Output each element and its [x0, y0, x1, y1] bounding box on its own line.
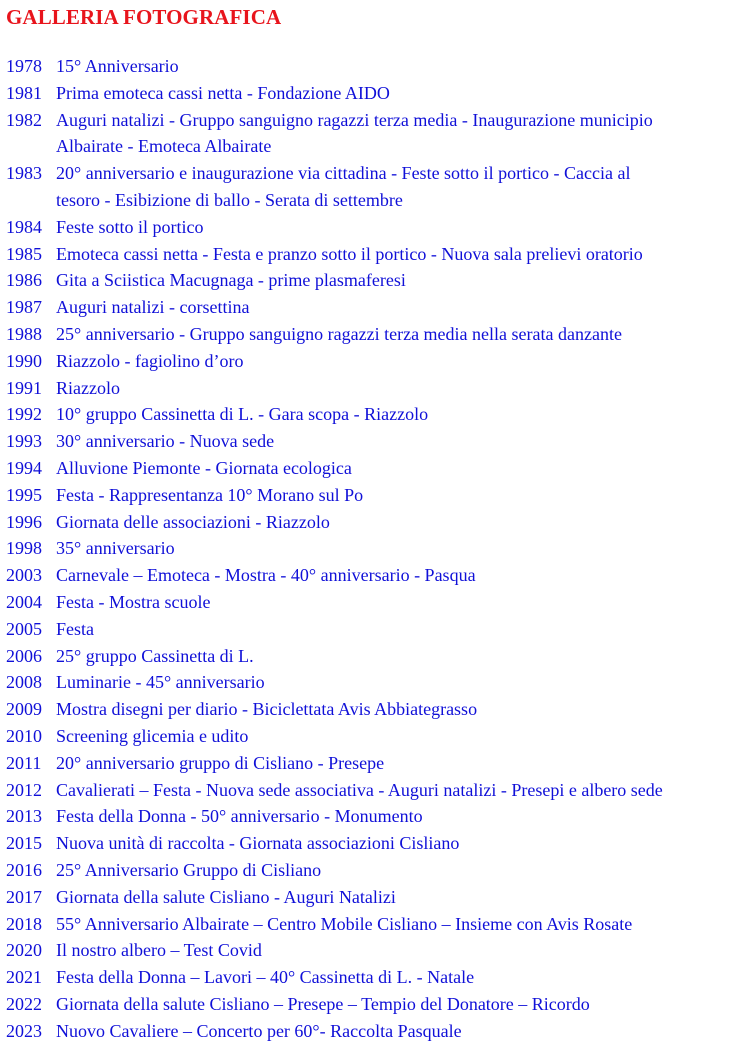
entry-year: 2009: [6, 699, 42, 720]
entry-description: 20° anniversario e inaugurazione via cittadina - Feste sotto il portico - Caccia al: [56, 163, 631, 184]
gallery-link-2016[interactable]: [6, 857, 750, 884]
entry-description: 30° anniversario - Nuova sede: [56, 431, 275, 452]
gallery-list: [6, 53, 750, 1044]
gallery-link-2006[interactable]: [6, 643, 750, 670]
entry-description: Screening glicemia e udito: [56, 725, 249, 746]
entry-description: Mostra disegni per diario - Biciclettata Avis Abbiategrasso: [56, 699, 478, 720]
entry-year: 2012: [6, 779, 42, 800]
gallery-link-1986[interactable]: [6, 267, 750, 294]
entry-description: 25° Anniversario Gruppo di Cisliano: [56, 859, 322, 880]
gallery-link-2011[interactable]: [6, 750, 750, 777]
entry-year: 1983: [6, 163, 42, 184]
entry-year: 2013: [6, 806, 42, 827]
entry-description: Auguri natalizi - Gruppo sanguigno ragazzi terza media - Inaugurazione municipio: [56, 109, 653, 130]
entry-description: Festa - Mostra scuole: [56, 591, 211, 612]
entry-description: Giornata delle associazioni - Riazzolo: [56, 511, 330, 532]
gallery-link-1988[interactable]: [6, 321, 750, 348]
entry-year: 2004: [6, 591, 42, 612]
entry-year: 2023: [6, 1020, 42, 1041]
entry-description: Festa - Rappresentanza 10° Morano sul Po: [56, 484, 364, 505]
entry-description: Festa della Donna – Lavori – 40° Cassinetta di L. - Natale: [56, 967, 475, 988]
gallery-link-2017[interactable]: [6, 884, 750, 911]
entry-description: 10° gruppo Cassinetta di L. - Gara scopa - Riazzolo: [56, 404, 429, 425]
entry-year: 1982: [6, 109, 42, 130]
entry-description: Luminarie - 45° anniversario: [56, 672, 265, 693]
entry-description: Cavalierati – Festa - Nuova sede associativa - Auguri natalizi - Presepi e albero sede: [56, 779, 663, 800]
entry-description: 25° anniversario - Gruppo sanguigno ragazzi terza media nella serata danzante: [56, 323, 622, 344]
gallery-link-1995[interactable]: [6, 482, 750, 509]
entry-year: 1996: [6, 511, 42, 532]
entry-description: Giornata della salute Cisliano – Presepe – Tempio del Donatore – Ricordo: [56, 993, 590, 1014]
entry-year: 1985: [6, 243, 42, 264]
entry-year: 2006: [6, 645, 42, 666]
entry-year: 1988: [6, 323, 42, 344]
entry-description: Feste sotto il portico: [56, 216, 204, 237]
entry-year: 1978: [6, 56, 42, 76]
gallery-link-1992[interactable]: [6, 401, 750, 428]
entry-description: Festa: [56, 618, 94, 639]
gallery-link-1998[interactable]: [6, 535, 750, 562]
entry-year: 2021: [6, 967, 42, 988]
entry-year: 1993: [6, 431, 42, 452]
gallery-link-2003[interactable]: [6, 562, 750, 589]
gallery-link-2005[interactable]: [6, 616, 750, 643]
gallery-link-1990[interactable]: [6, 348, 750, 375]
entry-year: 1990: [6, 350, 42, 371]
entry-description: Il nostro albero – Test Covid: [56, 940, 262, 961]
gallery-link-1996[interactable]: [6, 509, 750, 536]
entry-description: 20° anniversario gruppo di Cisliano - Presepe: [56, 752, 385, 773]
entry-year: 2015: [6, 833, 42, 854]
entry-year: 2022: [6, 993, 42, 1014]
gallery-link-2012[interactable]: [6, 777, 750, 804]
entry-description: Alluvione Piemonte - Giornata ecologica: [56, 457, 352, 478]
gallery-link-1978[interactable]: [6, 53, 750, 80]
entry-year: 1987: [6, 297, 42, 318]
gallery-link-2013[interactable]: [6, 803, 750, 830]
entry-description: Riazzolo: [56, 377, 120, 398]
entry-description: Emoteca cassi netta - Festa e pranzo sotto il portico - Nuova sala prelievi oratorio: [56, 243, 643, 264]
gallery-link-1984[interactable]: [6, 214, 750, 241]
gallery-link-2009[interactable]: [6, 696, 750, 723]
gallery-link-1982[interactable]: [6, 107, 750, 161]
entry-year: 2010: [6, 725, 42, 746]
entry-year: 2003: [6, 565, 42, 586]
entry-description: Gita a Sciistica Macugnaga - prime plasmaferesi: [56, 270, 406, 291]
entry-year: 1994: [6, 457, 42, 478]
gallery-link-1985[interactable]: [6, 241, 750, 268]
entry-year: 2018: [6, 913, 42, 934]
entry-description: Carnevale – Emoteca - Mostra - 40° anniversario - Pasqua: [56, 565, 476, 586]
entry-description: tesoro - Esibizione di ballo - Serata di settembre: [56, 189, 403, 210]
gallery-link-2010[interactable]: [6, 723, 750, 750]
gallery-link-1994[interactable]: [6, 455, 750, 482]
gallery-link-2021[interactable]: [6, 964, 750, 991]
gallery-link-2004[interactable]: [6, 589, 750, 616]
entry-description: 55° Anniversario Albairate – Centro Mobile Cisliano – Insieme con Avis Rosate: [56, 913, 633, 934]
entry-year: 1984: [6, 216, 42, 237]
entry-year: 2008: [6, 672, 42, 693]
entry-year: 2011: [6, 752, 42, 773]
entry-year: 1986: [6, 270, 42, 291]
entry-description: 25° gruppo Cassinetta di L.: [56, 645, 254, 666]
entry-year: 2017: [6, 886, 42, 907]
entry-description: 15° Anniversario: [56, 56, 179, 76]
entry-year: 2016: [6, 859, 42, 880]
entry-description: Nuova unità di raccolta - Giornata associazioni Cisliano: [56, 833, 460, 854]
entry-year: 1992: [6, 404, 42, 425]
gallery-link-2008[interactable]: [6, 669, 750, 696]
entry-year: 1981: [6, 82, 42, 103]
gallery-link-1983[interactable]: [6, 160, 750, 214]
gallery-link-2018[interactable]: [6, 911, 750, 938]
entry-description: Riazzolo - fagiolino d’oro: [56, 350, 244, 371]
gallery-link-2020[interactable]: [6, 937, 750, 964]
entry-year: 2005: [6, 618, 42, 639]
gallery-link-2023[interactable]: [6, 1018, 750, 1045]
entry-year: 2020: [6, 940, 42, 961]
entry-description: Giornata della salute Cisliano - Auguri Natalizi: [56, 886, 396, 907]
gallery-link-2015[interactable]: [6, 830, 750, 857]
entry-description: Festa della Donna - 50° anniversario - Monumento: [56, 806, 423, 827]
gallery-link-1993[interactable]: [6, 428, 750, 455]
entry-description: Prima emoteca cassi netta - Fondazione AIDO: [56, 82, 390, 103]
gallery-link-1991[interactable]: [6, 375, 750, 402]
gallery-link-1987[interactable]: [6, 294, 750, 321]
entry-year: 1995: [6, 484, 42, 505]
entry-description: 35° anniversario: [56, 538, 175, 559]
entry-year: 1991: [6, 377, 42, 398]
page-title: GALLERIA FOTOGRAFICA: [6, 5, 282, 29]
entry-year: 1998: [6, 538, 42, 559]
entry-description: Albairate - Emoteca Albairate: [56, 136, 272, 157]
gallery-link-1981[interactable]: [6, 80, 750, 107]
entry-description: Auguri natalizi - corsettina: [56, 297, 250, 318]
entry-description: Nuovo Cavaliere – Concerto per 60°- Raccolta Pasquale: [56, 1020, 462, 1041]
gallery-link-2022[interactable]: [6, 991, 750, 1018]
